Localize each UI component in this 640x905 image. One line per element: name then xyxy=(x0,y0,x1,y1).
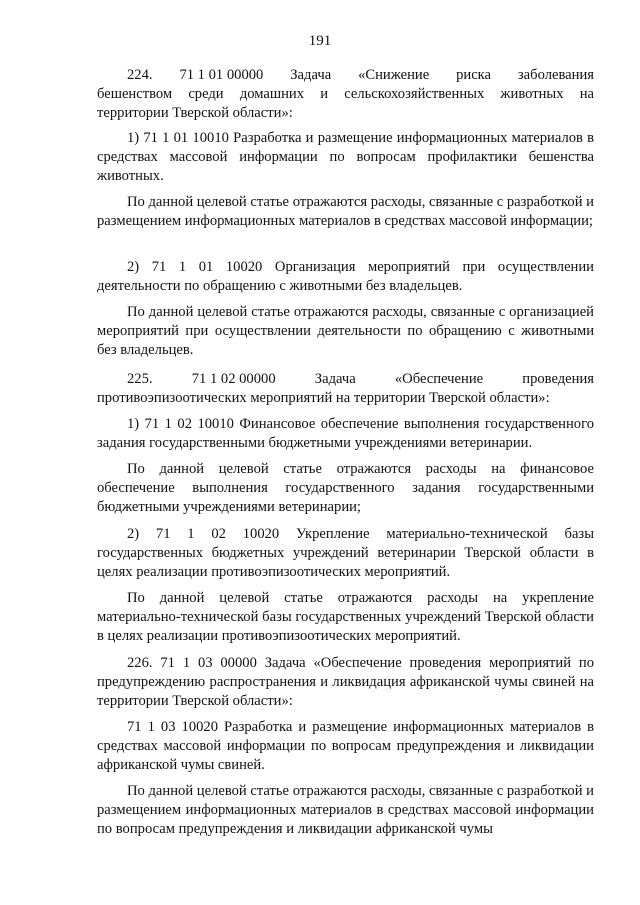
paragraph: противоэпизоотических мероприятий на территории Тверской области»: xyxy=(97,390,550,406)
paragraph: 2) 71 1 02 10020 Укрепление материально-технической базы государственных бюджетных учреждений ветеринарии Тверской области в целях реализации противоэпизоотических мероприятий. xyxy=(97,526,594,581)
heading-225-num: 225. xyxy=(127,371,153,387)
paragraph: 71 1 03 10020 Разработка и размещение информационных материалов в средствах массовой информации по вопросам предупреждения и ликвидации африканской чумы свиней. xyxy=(97,719,594,774)
heading-225-word: «Обеспечение xyxy=(394,371,484,387)
paragraph: По данной целевой статье отражаются расходы, связанные с разработкой и размещением информационных материалов в средствах массовой информации по вопросам предупреждения и ликвидации африканской чумы xyxy=(97,783,594,838)
paragraph: По данной целевой статье отражаются расходы на финансовое обеспечение выполнения государственного задания государственными бюджетными учреждениями ветеринарии; xyxy=(97,461,594,516)
heading-225-word: проведения xyxy=(522,371,594,387)
heading-225 xyxy=(97,370,594,389)
page-number: 191 xyxy=(308,33,332,49)
paragraph: 2) 71 1 01 10020 Организация мероприятий при осуществлении деятельности по обращению с животными без владельцев. xyxy=(97,259,594,295)
paragraph: бешенством среди домашних и сельскохозяйственных животных на территории Тверской области»: xyxy=(97,86,594,122)
paragraph: 1) 71 1 02 10010 Финансовое обеспечение выполнения государственного задания государственными бюджетными учреждениями ветеринарии. xyxy=(97,416,594,452)
heading-225-code: 71 1 02 00000 xyxy=(191,371,276,387)
paragraph: По данной целевой статье отражаются расходы на укрепление материально-технической базы государственных учреждений Тверской области в целях реализации противоэпизоотических мероприятий. xyxy=(97,590,594,645)
paragraph: По данной целевой статье отражаются расходы, связанные с организацией мероприятий при осуществлении деятельности по обращению с животными без владельцев. xyxy=(97,304,594,359)
heading-225-word: Задача xyxy=(314,371,356,387)
paragraph: 1) 71 1 01 10010 Разработка и размещение информационных материалов в средствах массовой информации по вопросам профилактики бешенства животных. xyxy=(97,130,594,185)
heading-224-word: Задача xyxy=(290,67,332,83)
heading-224-word: заболевания xyxy=(517,67,594,83)
heading-224-word: риска xyxy=(456,67,492,83)
heading-224-word: «Снижение xyxy=(358,67,430,83)
heading-224 xyxy=(97,66,594,85)
paragraph: 226. 71 1 03 00000 Задача «Обеспечение проведения мероприятий по предупреждению распространения и ликвидация африканской чумы свиней на территории Тверской области»: xyxy=(97,655,594,710)
heading-224-code: 71 1 01 00000 xyxy=(179,67,264,83)
paragraph: По данной целевой статье отражаются расходы, связанные с разработкой и размещением информационных материалов в средствах массовой информации; xyxy=(97,194,594,230)
heading-224-num: 224. xyxy=(127,67,153,83)
